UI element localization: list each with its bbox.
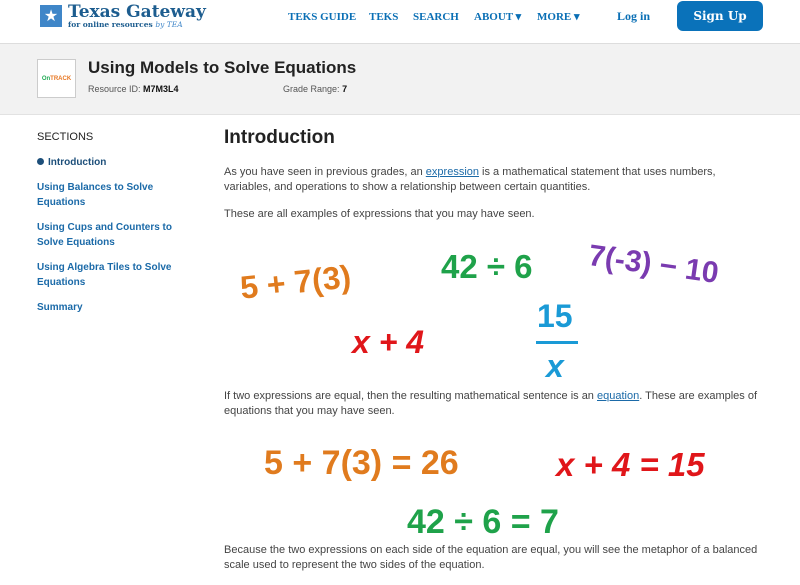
expression-3: 7(-3) − 10 xyxy=(586,239,721,290)
resource-id-value: M7M3L4 xyxy=(143,84,179,94)
expression-1: 5 + 7(3) xyxy=(238,258,353,306)
login-link[interactable]: Log in xyxy=(617,9,651,23)
sidebar-item-algebra-tiles[interactable]: Using Algebra Tiles to Solve Equations xyxy=(37,262,172,288)
logo-title: Texas Gateway xyxy=(68,2,206,22)
sections-sidebar xyxy=(37,131,197,325)
expression-5-denominator: x xyxy=(546,348,564,384)
expression-5-numerator: 15 xyxy=(537,298,573,334)
expression-4 xyxy=(352,326,424,358)
nav-search[interactable]: SEARCH xyxy=(413,11,459,23)
site-header xyxy=(0,0,800,44)
sidebar-item-introduction[interactable]: Introduction xyxy=(37,155,197,170)
closing-section xyxy=(224,543,764,585)
nav-more-label: MORE xyxy=(537,11,572,23)
equation-3: 42 ÷ 6 = 7 xyxy=(407,503,559,541)
star-icon: ★ xyxy=(40,5,62,27)
expression-link[interactable]: expression xyxy=(425,166,479,178)
equation-2: x + 4 = 15 xyxy=(556,446,705,483)
resource-header xyxy=(0,44,800,115)
resource-id-label: Resource ID: xyxy=(88,84,141,94)
sidebar-item-cups-counters[interactable]: Using Cups and Counters to Solve Equations xyxy=(37,222,172,248)
expression-2: 42 ÷ 6 xyxy=(441,248,533,285)
section-title: Introduction xyxy=(224,127,335,148)
p3-text-b: . These are examples of equations that you may have seen. xyxy=(224,390,758,417)
nav-about[interactable]: ABOUT ▾ xyxy=(474,11,522,23)
grade-range-value: 7 xyxy=(342,84,348,94)
nav-about-label: ABOUT xyxy=(474,11,513,23)
equation-section xyxy=(224,389,764,431)
sidebar-item-balances[interactable]: Using Balances to Solve Equations xyxy=(37,182,154,208)
p1-text-a: As you have seen in previous grades, an xyxy=(224,166,426,178)
examples-paragraph: These are all examples of expressions that you may have seen. xyxy=(224,208,535,220)
grade-range xyxy=(283,84,347,94)
sections-heading: SECTIONS xyxy=(37,131,94,143)
nav-teks-guide[interactable]: TEKS GUIDE xyxy=(288,11,357,23)
nav-more[interactable]: MORE ▾ xyxy=(537,11,580,23)
resource-title: Using Models to Solve Equations xyxy=(88,58,357,77)
main-content xyxy=(224,127,764,234)
equation-link[interactable]: equation xyxy=(597,390,640,402)
equation-paragraph xyxy=(224,389,764,419)
balance-paragraph: Because the two expressions on each side of the equation are equal, you will see the metaphor of a balanced scale used to represent the two sides of the equation. xyxy=(224,544,758,571)
resource-id xyxy=(88,84,179,94)
equation-1: 5 + 7(3) = 26 xyxy=(264,444,459,482)
intro-paragraph xyxy=(224,165,764,195)
sidebar-item-summary[interactable]: Summary xyxy=(37,302,83,313)
expression-4-text: x + 4 xyxy=(352,324,425,360)
ontrack-thumbnail xyxy=(37,59,76,98)
logo-by: by TEA xyxy=(155,20,183,29)
main-nav xyxy=(0,0,610,40)
logo-sub: for online resources xyxy=(68,20,153,29)
grade-range-label: Grade Range: xyxy=(283,84,340,94)
p1-text-b: is a mathematical statement that uses numbers, variables, and operations to show a relationship between certain quantities. xyxy=(224,166,716,193)
thumb-on: On xyxy=(41,75,51,82)
nav-teks[interactable]: TEKS xyxy=(369,11,399,23)
signup-button[interactable]: Sign Up xyxy=(677,1,763,31)
thumb-track: TRACK xyxy=(50,75,72,82)
p3-text-a: If two expressions are equal, then the resulting mathematical sentence is an xyxy=(224,390,597,402)
fraction-bar xyxy=(536,341,578,344)
